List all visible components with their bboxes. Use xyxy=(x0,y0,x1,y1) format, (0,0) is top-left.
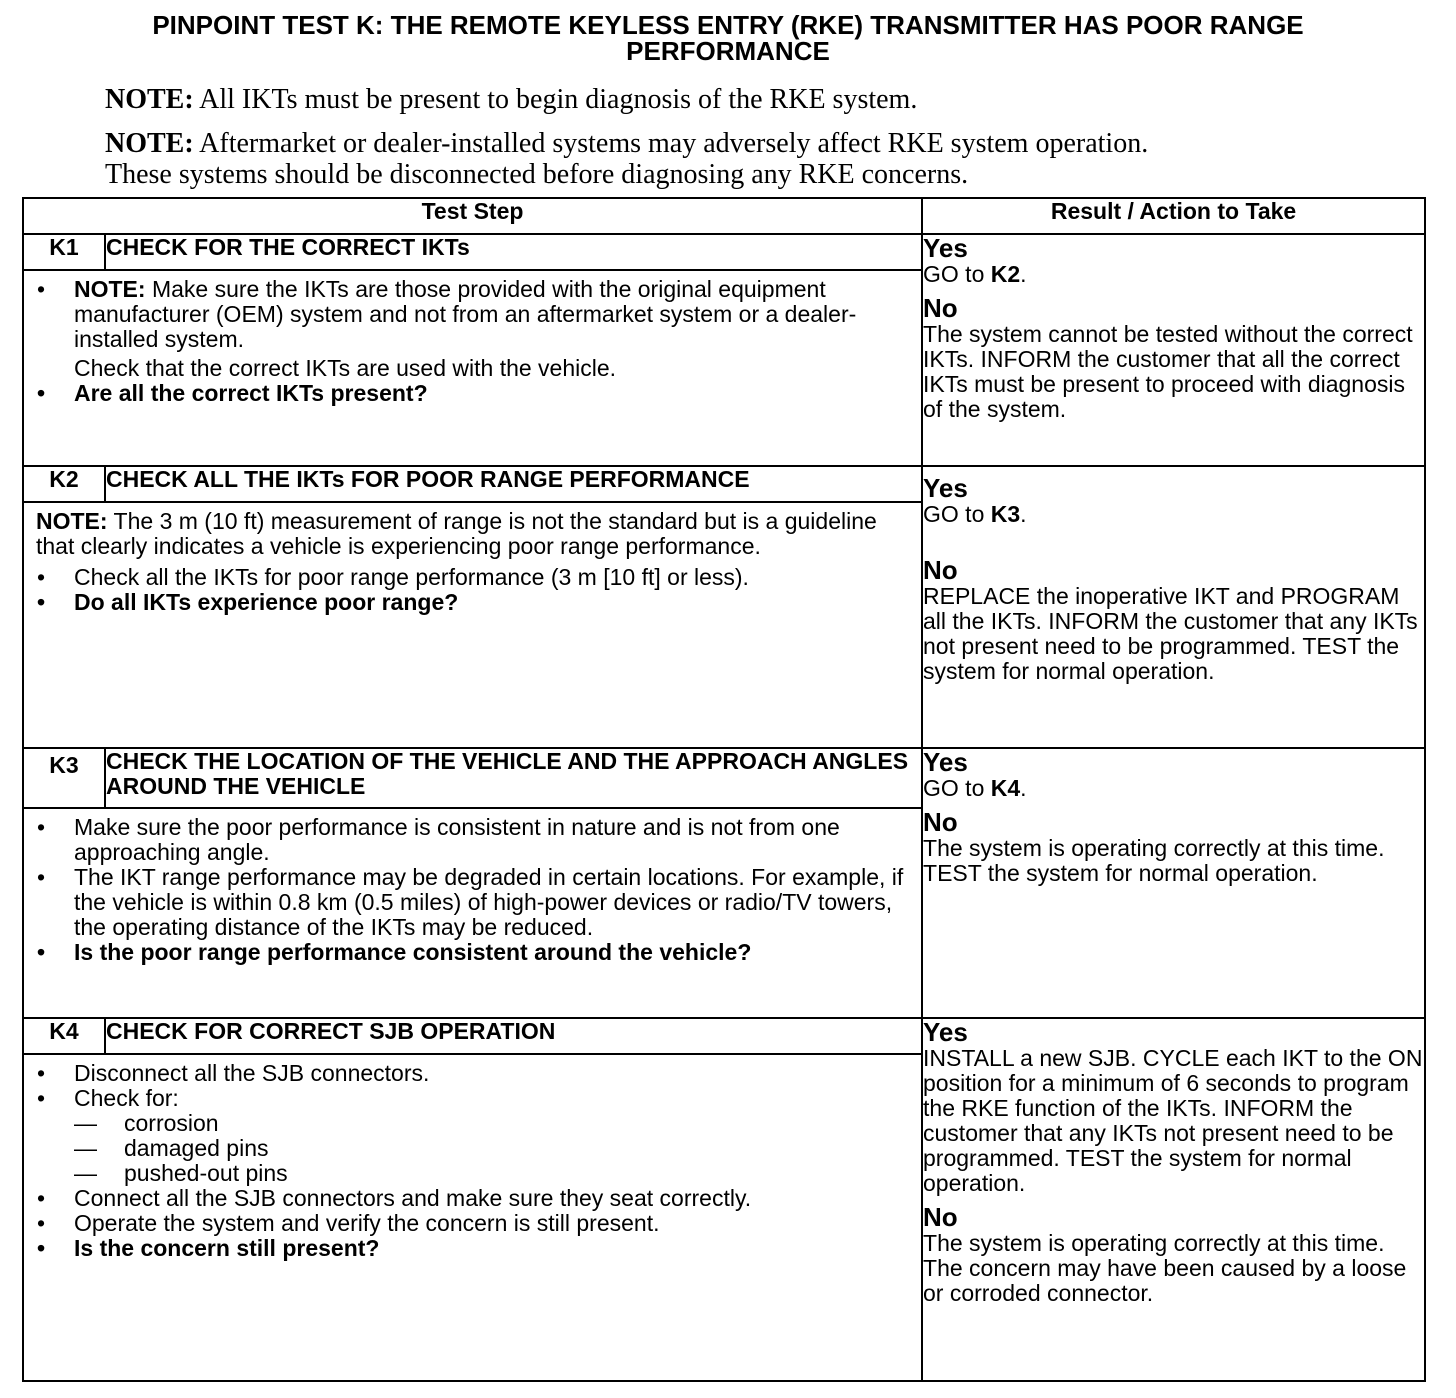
note-text: All IKTs must be present to begin diagnosis of the RKE system. xyxy=(199,84,918,115)
bullet-text: Check all the IKTs for poor range performance (3 m [10 ft] or less). xyxy=(74,564,749,590)
no-action: The system cannot be tested without the correct IKTs. INFORM the customer that all the correct IKTs must be present to proceed with diagnosis of the system. xyxy=(923,321,1413,422)
bullet-icon: • xyxy=(36,380,46,406)
step-k3-result xyxy=(922,748,1425,1018)
step-body xyxy=(23,808,922,1018)
bullet-text: Make sure the poor performance is consistent in nature and is not from one approaching angle. xyxy=(74,814,840,865)
bullet-icon: • xyxy=(36,1185,46,1211)
note-label: NOTE: xyxy=(74,276,146,302)
yes-prefix: GO to xyxy=(923,775,985,801)
list-item xyxy=(36,1186,905,1211)
yes-label: Yes xyxy=(923,747,968,777)
step-heading: CHECK FOR CORRECT SJB OPERATION xyxy=(105,1018,922,1054)
list-item xyxy=(36,1061,905,1086)
no-label: No xyxy=(923,807,958,837)
yes-label: Yes xyxy=(923,233,968,263)
note-ikts-present xyxy=(105,84,1355,115)
step-id: K4 xyxy=(23,1018,105,1054)
dash-text: damaged pins xyxy=(124,1135,269,1161)
step-link-k4[interactable]: K4 xyxy=(990,775,1021,801)
list-item xyxy=(36,940,905,965)
list-item xyxy=(36,277,905,352)
list-item xyxy=(36,1211,905,1236)
yes-action: INSTALL a new SJB. CYCLE each IKT to the ON position for a minimum of 6 seconds to program the RKE function of the IKTs. INFORM the customer that any IKTs not present need to be programmed. TEST the system for normal operation. xyxy=(923,1045,1423,1196)
step-id: K2 xyxy=(23,466,105,502)
bullet-text: Disconnect all the SJB connectors. xyxy=(74,1060,430,1086)
dash-text: pushed-out pins xyxy=(124,1160,288,1186)
no-label: No xyxy=(923,293,958,323)
note-text: The 3 m (10 ft) measurement of range is not the standard but is a guideline that clearly indicates a vehicle is experiencing poor range performance. xyxy=(36,508,877,559)
dash-icon: — xyxy=(74,1110,97,1136)
bullet-icon: • xyxy=(36,564,46,590)
dash-item xyxy=(74,1161,905,1186)
table-header-row xyxy=(23,198,1425,234)
list-item xyxy=(36,565,905,590)
yes-action xyxy=(923,502,1424,527)
step-link-k3[interactable]: K3 xyxy=(990,501,1021,527)
page-title xyxy=(0,12,1456,64)
no-action: The system is operating correctly at this time. TEST the system for normal operation. xyxy=(923,835,1385,886)
note-text-continued: These systems should be disconnected before diagnosing any RKE concerns. xyxy=(105,159,969,190)
title-line-1: PINPOINT TEST K: THE REMOTE KEYLESS ENTRY (RKE) TRANSMITTER HAS POOR RANGE xyxy=(152,10,1304,40)
step-k2-heading-row xyxy=(23,466,1425,502)
header-test-step: Test Step xyxy=(23,198,922,234)
bullet-text: Operate the system and verify the concern is still present. xyxy=(74,1210,660,1236)
bullet-icon: • xyxy=(36,1210,46,1236)
step-heading: CHECK FOR THE CORRECT IKTs xyxy=(105,234,922,270)
step-k4-heading-row xyxy=(23,1018,1425,1054)
step-k3-heading-row xyxy=(23,748,1425,808)
step-question: Are all the correct IKTs present? xyxy=(74,380,428,406)
yes-action xyxy=(923,262,1424,287)
list-item xyxy=(36,865,905,940)
yes-label: Yes xyxy=(923,1017,968,1047)
step-question: Is the poor range performance consistent around the vehicle? xyxy=(74,939,752,965)
title-line-2: PERFORMANCE xyxy=(626,36,830,66)
dash-item xyxy=(74,1111,905,1136)
bullet-icon: • xyxy=(36,814,46,840)
note-text: Make sure the IKTs are those provided with the original equipment manufacturer (OEM) system and not from an aftermarket system or a dealer-installed system. xyxy=(74,276,857,352)
step-k1-result xyxy=(922,234,1425,466)
note-text: Aftermarket or dealer-installed systems may adversely affect RKE system operation. xyxy=(199,128,1149,159)
yes-action xyxy=(923,776,1424,801)
list-item xyxy=(36,1236,905,1261)
step-k1-heading-row xyxy=(23,234,1425,270)
list-item xyxy=(36,815,905,865)
step-body xyxy=(23,1054,922,1381)
list-item xyxy=(36,381,905,406)
dash-icon: — xyxy=(74,1160,97,1186)
step-heading: CHECK ALL THE IKTs FOR POOR RANGE PERFORMANCE xyxy=(105,466,922,502)
bullet-icon: • xyxy=(36,1060,46,1086)
note-label: NOTE: xyxy=(105,84,194,115)
yes-suffix: . xyxy=(1020,775,1027,801)
bullet-text: Connect all the SJB connectors and make sure they seat correctly. xyxy=(74,1185,752,1211)
step-id: K3 xyxy=(23,748,105,808)
bullet-text: Check for: xyxy=(74,1085,179,1111)
list-item xyxy=(36,590,905,615)
yes-prefix: GO to xyxy=(923,501,985,527)
step-id: K1 xyxy=(23,234,105,270)
bullet-icon: • xyxy=(36,1085,46,1111)
no-action: The system is operating correctly at this time. The concern may have been caused by a loose or corroded connector. xyxy=(923,1230,1407,1306)
bullet-text: The IKT range performance may be degraded in certain locations. For example, if the vehicle is within 0.8 km (0.5 miles) of high-power devices or radio/TV towers, the operating distance of the IKTs may be reduced. xyxy=(74,864,904,940)
header-result: Result / Action to Take xyxy=(922,198,1425,234)
continuation-text: Check that the correct IKTs are used with the vehicle. xyxy=(74,355,617,381)
step-question: Is the concern still present? xyxy=(74,1235,380,1261)
step-question: Do all IKTs experience poor range? xyxy=(74,589,459,615)
note-aftermarket xyxy=(105,128,1355,190)
bullet-icon: • xyxy=(36,276,46,302)
note-label: NOTE: xyxy=(105,128,194,159)
list-item xyxy=(36,1086,905,1186)
step-note xyxy=(36,509,905,559)
dash-item xyxy=(74,1136,905,1161)
step-body xyxy=(23,270,922,466)
yes-suffix: . xyxy=(1020,261,1027,287)
yes-prefix: GO to xyxy=(923,261,985,287)
step-body xyxy=(23,502,922,748)
bullet-icon: • xyxy=(36,864,46,890)
bullet-icon: • xyxy=(36,589,46,615)
bullet-icon: • xyxy=(36,939,46,965)
step-link-k2[interactable]: K2 xyxy=(990,261,1021,287)
bullet-icon: • xyxy=(36,1235,46,1261)
yes-label: Yes xyxy=(923,473,968,503)
step-k4-result xyxy=(922,1018,1425,1381)
step-heading: CHECK THE LOCATION OF THE VEHICLE AND THE APPROACH ANGLES AROUND THE VEHICLE xyxy=(105,748,922,808)
step-k2-result xyxy=(922,466,1425,748)
no-label: No xyxy=(923,555,958,585)
no-label: No xyxy=(923,1202,958,1232)
no-action: REPLACE the inoperative IKT and PROGRAM all the IKTs. INFORM the customer that any IKTs not present need to be programmed. TEST the system for normal operation. xyxy=(923,583,1418,684)
dash-icon: — xyxy=(74,1135,97,1161)
yes-suffix: . xyxy=(1020,501,1027,527)
note-label: NOTE: xyxy=(36,508,108,534)
dash-text: corrosion xyxy=(124,1110,219,1136)
pinpoint-test-table xyxy=(22,197,1426,1382)
